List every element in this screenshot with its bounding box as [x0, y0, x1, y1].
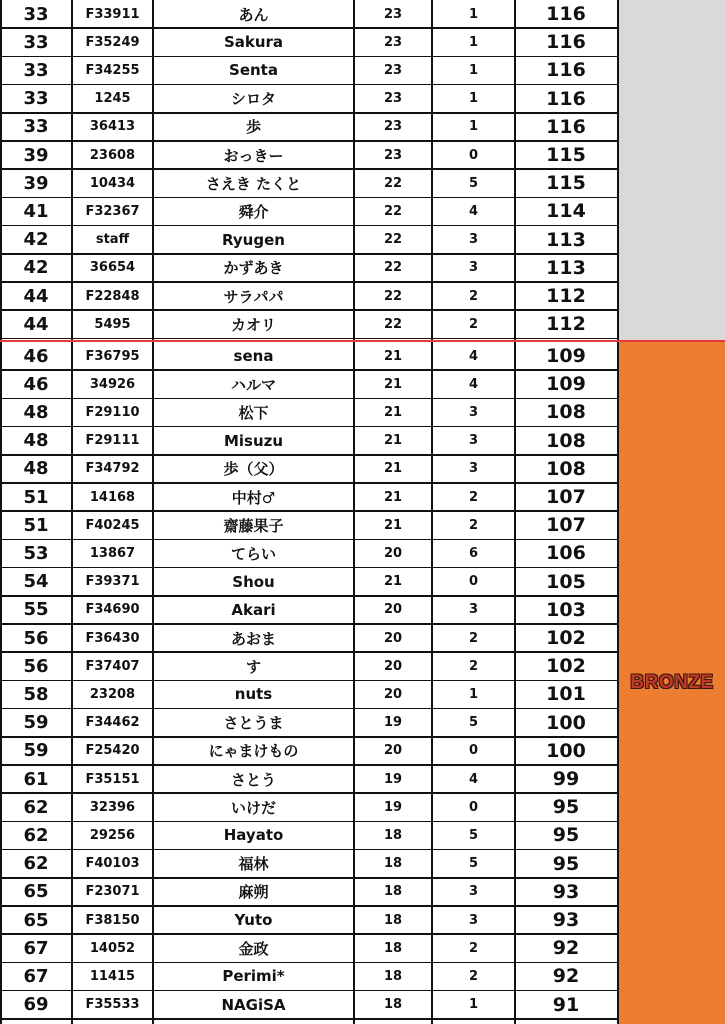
table-row: [0, 370, 617, 398]
rank-cell: 39: [23, 144, 49, 166]
score-a-cell: 19: [383, 715, 403, 731]
name-cell: Yuto: [234, 911, 273, 930]
id-cell: 13867: [89, 545, 136, 561]
rank-cell: 61: [23, 768, 49, 790]
score-a-cell: 20: [383, 658, 403, 674]
total-cell: 95: [552, 852, 580, 875]
score-a-cell: 23: [383, 119, 403, 135]
id-cell: 10434: [89, 175, 136, 191]
score-b-cell: 1: [468, 62, 479, 78]
rank-cell: 55: [23, 599, 49, 621]
rank-cell: 39: [23, 172, 49, 194]
id-cell: 34926: [89, 376, 136, 392]
score-a-cell: 21: [383, 517, 403, 533]
table-row: [0, 821, 617, 849]
score-b-cell: 1: [468, 34, 479, 50]
id-cell: 14168: [89, 489, 136, 505]
rank-cell: 62: [23, 796, 49, 818]
score-a-cell: 22: [383, 175, 403, 191]
score-b-cell: 2: [468, 658, 479, 674]
name-cell: Senta: [229, 61, 278, 80]
rank-cell: 48: [23, 401, 49, 423]
table-row: [0, 624, 617, 652]
total-cell: 95: [552, 796, 580, 819]
total-cell: 105: [546, 570, 586, 593]
id-cell: F34690: [85, 602, 140, 618]
name-cell: カオリ: [230, 315, 276, 334]
name-cell: あん: [238, 5, 269, 24]
total-cell: 116: [546, 31, 586, 54]
table-row: [0, 141, 617, 169]
table-row: [0, 906, 617, 934]
rank-cell: 48: [23, 458, 49, 480]
table-row: [0, 568, 617, 596]
table-row: [0, 962, 617, 990]
rank-cell: 67: [23, 965, 49, 987]
name-cell: 齋藤果子: [223, 516, 284, 535]
id-cell: 1245: [94, 91, 131, 107]
name-cell: 麻朔: [238, 883, 269, 902]
score-a-cell: 23: [383, 34, 403, 50]
total-cell: 93: [552, 909, 580, 932]
table-row: [0, 226, 617, 254]
table-row: [0, 28, 617, 56]
name-cell: Ryugen: [222, 230, 285, 249]
total-cell: 92: [552, 937, 580, 960]
table-row: [0, 511, 617, 539]
total-cell: 108: [546, 457, 586, 480]
rank-cell: 51: [23, 486, 49, 508]
name-cell: 松下: [238, 403, 269, 422]
id-cell: F23071: [85, 884, 140, 900]
score-a-cell: 22: [383, 260, 403, 276]
rank-cell: 48: [23, 430, 49, 452]
score-b-cell: 4: [468, 771, 479, 787]
total-cell: 108: [546, 429, 586, 452]
score-a-cell: 18: [383, 940, 403, 956]
score-a-cell: 22: [383, 203, 403, 219]
rank-cell: 44: [23, 285, 49, 307]
score-b-cell: 2: [468, 968, 479, 984]
score-a-cell: 18: [383, 968, 403, 984]
name-cell: シロタ: [230, 90, 276, 109]
table-row: [0, 169, 617, 197]
id-cell: 5495: [94, 316, 131, 332]
bronze-tier-band: [617, 342, 725, 1024]
name-cell: あおま: [230, 629, 276, 648]
score-b-cell: 4: [468, 348, 479, 364]
id-cell: F35249: [85, 34, 140, 50]
score-b-cell: 6: [468, 545, 479, 561]
score-b-cell: 2: [468, 940, 479, 956]
silver-tier-band: [617, 0, 725, 340]
score-b-cell: 4: [468, 376, 479, 392]
id-cell: 23608: [89, 147, 136, 163]
table-row: [0, 934, 617, 962]
id-cell: F40245: [85, 517, 140, 533]
name-cell: Sakura: [223, 33, 284, 52]
name-cell: さえき たくと: [205, 174, 302, 193]
name-cell: nuts: [234, 685, 273, 704]
score-a-cell: 20: [383, 743, 403, 759]
rank-cell: 56: [23, 655, 49, 677]
score-b-cell: 3: [468, 232, 479, 248]
total-cell: 103: [546, 598, 586, 621]
name-cell: いけだ: [230, 798, 276, 817]
score-b-cell: 0: [468, 574, 479, 590]
name-cell: にゃまけもの: [208, 742, 299, 761]
score-b-cell: 3: [468, 602, 479, 618]
name-cell: Akari: [231, 600, 276, 619]
id-cell: F36795: [85, 348, 140, 364]
id-cell: 29256: [89, 827, 136, 843]
score-a-cell: 21: [383, 348, 403, 364]
id-cell: F39371: [85, 574, 140, 590]
rank-cell: 46: [23, 345, 49, 367]
id-cell: F34462: [85, 715, 140, 731]
id-cell: 11415: [89, 968, 136, 984]
score-a-cell: 21: [383, 376, 403, 392]
score-b-cell: 0: [468, 799, 479, 815]
name-cell: Perimi*: [222, 967, 285, 986]
id-cell: 36413: [89, 119, 136, 135]
name-cell: 歩: [245, 118, 261, 137]
id-cell: F35151: [85, 771, 140, 787]
table-row: [0, 427, 617, 455]
id-cell: F22848: [85, 288, 140, 304]
id-cell: F29111: [85, 433, 140, 449]
id-cell: F32367: [85, 203, 140, 219]
score-a-cell: 20: [383, 545, 403, 561]
rank-cell: 67: [23, 937, 49, 959]
total-cell: 116: [546, 115, 586, 138]
column-divider: [353, 0, 355, 1024]
score-b-cell: 3: [468, 433, 479, 449]
score-a-cell: 19: [383, 799, 403, 815]
score-a-cell: 23: [383, 62, 403, 78]
score-b-cell: 2: [468, 288, 479, 304]
table-row: [0, 878, 617, 906]
total-cell: 92: [552, 965, 580, 988]
score-b-cell: 2: [468, 316, 479, 332]
table-row: [0, 596, 617, 624]
table-row: [0, 709, 617, 737]
total-cell: 109: [546, 345, 586, 368]
score-a-cell: 18: [383, 997, 403, 1013]
score-b-cell: 1: [468, 686, 479, 702]
score-a-cell: 22: [383, 316, 403, 332]
total-cell: 107: [546, 486, 586, 509]
table-row: [0, 342, 617, 370]
total-cell: 116: [546, 3, 586, 26]
total-cell: 95: [552, 824, 580, 847]
rank-cell: 44: [23, 313, 49, 335]
total-cell: 109: [546, 373, 586, 396]
table-row: [0, 680, 617, 708]
name-cell: す: [245, 657, 261, 676]
score-a-cell: 20: [383, 602, 403, 618]
table-row: [0, 539, 617, 567]
total-cell: 101: [546, 683, 586, 706]
name-cell: さとう: [230, 770, 276, 789]
score-a-cell: 22: [383, 232, 403, 248]
rank-cell: 59: [23, 740, 49, 762]
total-cell: 113: [546, 256, 586, 279]
name-cell: Shou: [232, 572, 275, 591]
id-cell: 14052: [89, 940, 136, 956]
score-a-cell: 23: [383, 6, 403, 22]
name-cell: Hayato: [223, 826, 284, 845]
score-a-cell: 19: [383, 771, 403, 787]
column-divider: [152, 0, 154, 1024]
name-cell: てらい: [230, 544, 276, 563]
total-cell: 112: [546, 313, 586, 336]
score-a-cell: 20: [383, 630, 403, 646]
table-row: [0, 85, 617, 113]
id-cell: 23208: [89, 686, 136, 702]
table-row: [0, 455, 617, 483]
column-divider: [0, 0, 2, 1024]
score-b-cell: 5: [468, 175, 479, 191]
score-a-cell: 20: [383, 686, 403, 702]
total-cell: 102: [546, 655, 586, 678]
id-cell: F25420: [85, 743, 140, 759]
rank-cell: 42: [23, 229, 49, 251]
id-cell: F35533: [85, 997, 140, 1013]
row-divider: [0, 338, 617, 340]
table-row: [0, 197, 617, 225]
id-cell: 32396: [89, 799, 136, 815]
score-b-cell: 3: [468, 884, 479, 900]
row-divider: [0, 1018, 617, 1020]
score-b-cell: 3: [468, 912, 479, 928]
id-cell: staff: [95, 232, 130, 248]
table-row: [0, 652, 617, 680]
column-divider: [431, 0, 433, 1024]
total-cell: 100: [546, 711, 586, 734]
table-row: [0, 483, 617, 511]
rank-cell: 69: [23, 994, 49, 1016]
score-b-cell: 3: [468, 461, 479, 477]
rank-cell: 33: [23, 88, 49, 110]
table-row: [0, 310, 617, 338]
score-a-cell: 18: [383, 827, 403, 843]
column-divider: [71, 0, 73, 1024]
total-cell: 116: [546, 87, 586, 110]
name-cell: 福林: [238, 855, 269, 874]
table-row: [0, 113, 617, 141]
id-cell: F33911: [85, 6, 140, 22]
score-b-cell: 1: [468, 6, 479, 22]
table-row: [0, 254, 617, 282]
score-a-cell: 23: [383, 147, 403, 163]
score-a-cell: 21: [383, 404, 403, 420]
id-cell: F36430: [85, 630, 140, 646]
score-b-cell: 2: [468, 630, 479, 646]
table-row: [0, 0, 617, 28]
name-cell: かずあき: [223, 259, 284, 278]
name-cell: 歩（父）: [223, 460, 284, 479]
rank-cell: 59: [23, 712, 49, 734]
id-cell: F34792: [85, 461, 140, 477]
name-cell: おっきー: [223, 146, 284, 165]
total-cell: 116: [546, 59, 586, 82]
score-a-cell: 22: [383, 288, 403, 304]
score-a-cell: 21: [383, 574, 403, 590]
total-cell: 114: [546, 200, 586, 223]
score-b-cell: 5: [468, 827, 479, 843]
score-b-cell: 4: [468, 203, 479, 219]
table-row: [0, 765, 617, 793]
rank-cell: 33: [23, 31, 49, 53]
rank-cell: 46: [23, 373, 49, 395]
score-a-cell: 21: [383, 433, 403, 449]
score-b-cell: 0: [468, 743, 479, 759]
column-divider: [514, 0, 516, 1024]
id-cell: F37407: [85, 658, 140, 674]
score-a-cell: 18: [383, 912, 403, 928]
rank-cell: 51: [23, 514, 49, 536]
name-cell: サラパパ: [223, 287, 284, 306]
total-cell: 93: [552, 880, 580, 903]
total-cell: 107: [546, 514, 586, 537]
name-cell: 舜介: [238, 202, 269, 221]
rank-cell: 56: [23, 627, 49, 649]
score-a-cell: 21: [383, 489, 403, 505]
table-row: [0, 56, 617, 84]
score-a-cell: 18: [383, 884, 403, 900]
rank-cell: 62: [23, 853, 49, 875]
rank-cell: 41: [23, 200, 49, 222]
id-cell: 36654: [89, 260, 136, 276]
score-b-cell: 1: [468, 91, 479, 107]
total-cell: 115: [546, 144, 586, 167]
bronze-tier-label: BRONZE: [630, 672, 714, 693]
rank-cell: 62: [23, 824, 49, 846]
name-cell: NAGiSA: [221, 995, 286, 1014]
rank-cell: 53: [23, 542, 49, 564]
table-row: [0, 991, 617, 1019]
score-b-cell: 2: [468, 489, 479, 505]
score-a-cell: 18: [383, 856, 403, 872]
id-cell: F40103: [85, 856, 140, 872]
score-b-cell: 1: [468, 119, 479, 135]
table-row: [0, 282, 617, 310]
total-cell: 108: [546, 401, 586, 424]
id-cell: F29110: [85, 404, 140, 420]
rank-cell: 65: [23, 881, 49, 903]
score-b-cell: 3: [468, 404, 479, 420]
table-row: [0, 793, 617, 821]
rank-cell: 33: [23, 3, 49, 25]
name-cell: sena: [233, 347, 274, 366]
rank-cell: 54: [23, 571, 49, 593]
table-row: [0, 398, 617, 426]
total-cell: 99: [552, 768, 580, 791]
total-cell: 113: [546, 228, 586, 251]
score-b-cell: 0: [468, 147, 479, 163]
id-cell: F38150: [85, 912, 140, 928]
score-b-cell: 5: [468, 856, 479, 872]
total-cell: 100: [546, 739, 586, 762]
id-cell: F34255: [85, 62, 140, 78]
name-cell: 金政: [238, 939, 269, 958]
score-b-cell: 1: [468, 997, 479, 1013]
rank-cell: 58: [23, 683, 49, 705]
score-a-cell: 21: [383, 461, 403, 477]
total-cell: 102: [546, 627, 586, 650]
rank-cell: 33: [23, 59, 49, 81]
score-a-cell: 23: [383, 91, 403, 107]
name-cell: Misuzu: [223, 431, 284, 450]
total-cell: 115: [546, 172, 586, 195]
name-cell: 中村♂: [231, 488, 276, 507]
rank-cell: 65: [23, 909, 49, 931]
score-b-cell: 5: [468, 715, 479, 731]
score-b-cell: 2: [468, 517, 479, 533]
table-row: [0, 850, 617, 878]
name-cell: ハルマ: [230, 375, 276, 394]
rank-cell: 42: [23, 257, 49, 279]
total-cell: 112: [546, 285, 586, 308]
name-cell: さとうま: [223, 714, 284, 733]
total-cell: 106: [546, 542, 586, 565]
rank-cell: 33: [23, 116, 49, 138]
tier-divider: [0, 340, 725, 342]
score-b-cell: 3: [468, 260, 479, 276]
total-cell: 91: [552, 993, 580, 1016]
table-row: [0, 737, 617, 765]
